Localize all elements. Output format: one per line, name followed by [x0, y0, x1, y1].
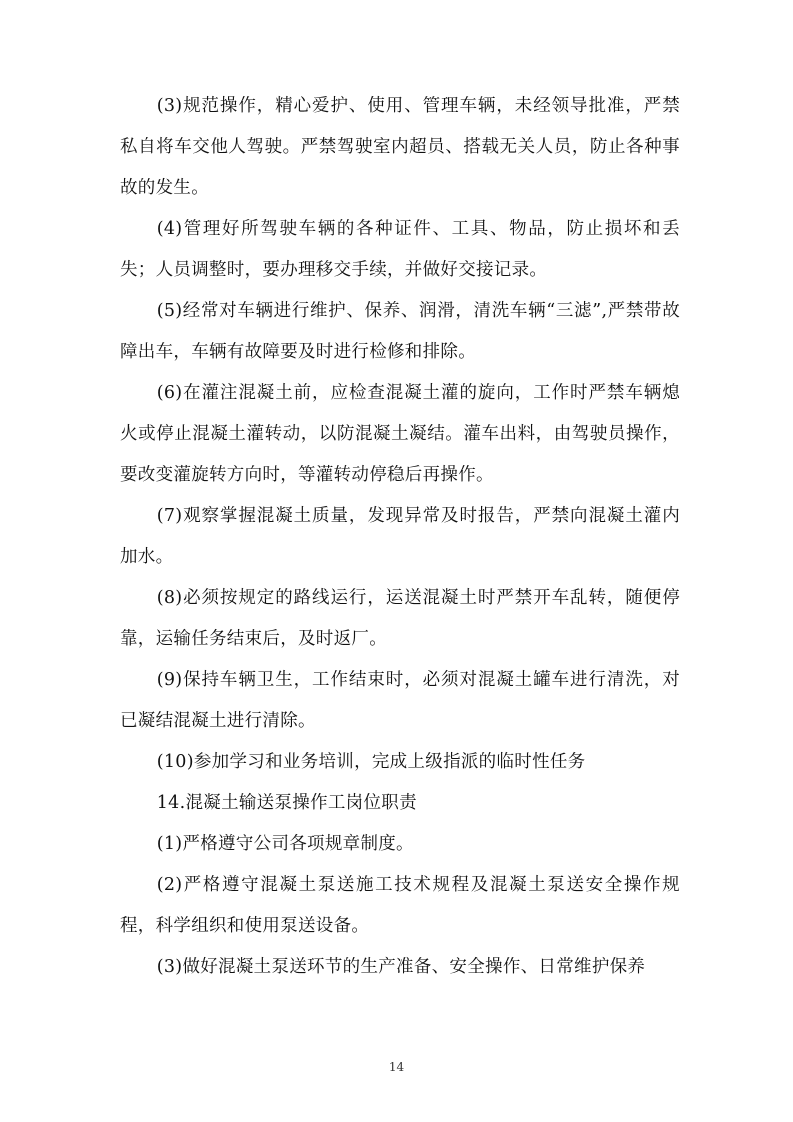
paragraph: (4)管理好所驾驶车辆的各种证件、工具、物品，防止损坏和丢失；人员调整时，要办理移交手续，并做好交接记录。 — [120, 219, 680, 280]
paragraph: (2)严格遵守混凝土泵送施工技术规程及混凝土泵送安全操作规程，科学组织和使用泵送设备。 — [120, 875, 680, 936]
paragraph: (6)在灌注混凝土前，应检查混凝土灌的旋向，工作时严禁车辆熄火或停止混凝土灌转动，以防混凝土凝结。灌车出料，由驾驶员操作，要改变灌旋转方向时，等灌转动停稳后再操作。 — [120, 383, 680, 485]
page-number: 14 — [388, 1060, 405, 1074]
paragraph: (8)必须按规定的路线运行，运送混凝土时严禁开车乱转，随便停靠，运输任务结束后，及时返厂。 — [120, 588, 680, 649]
paragraph: (1)严格遵守公司各项规章制度。 — [156, 834, 414, 854]
section-heading: 14.混凝土输送泵操作工岗位职责 — [156, 793, 417, 813]
document-body — [120, 86, 680, 988]
paragraph: (3)做好混凝土泵送环节的生产准备、安全操作、日常维护保养 — [156, 957, 646, 977]
paragraph: (10)参加学习和业务培训，完成上级指派的临时性任务 — [156, 752, 586, 772]
paragraph: (9)保持车辆卫生，工作结束时，必须对混凝土罐车进行清洗，对已凝结混凝土进行清除。 — [120, 670, 680, 731]
paragraph: (3)规范操作，精心爱护、使用、管理车辆，未经领导批准，严禁私自将车交他人驾驶。严禁驾驶室内超员、搭载无关人员，防止各种事故的发生。 — [120, 96, 680, 198]
paragraph: (7)观察掌握混凝土质量，发现异常及时报告，严禁向混凝土灌内加水。 — [120, 506, 680, 567]
paragraph: (5)经常对车辆进行维护、保养、润滑，清洗车辆“三滤”,严禁带故障出车，车辆有故障要及时进行检修和排除。 — [120, 301, 680, 362]
